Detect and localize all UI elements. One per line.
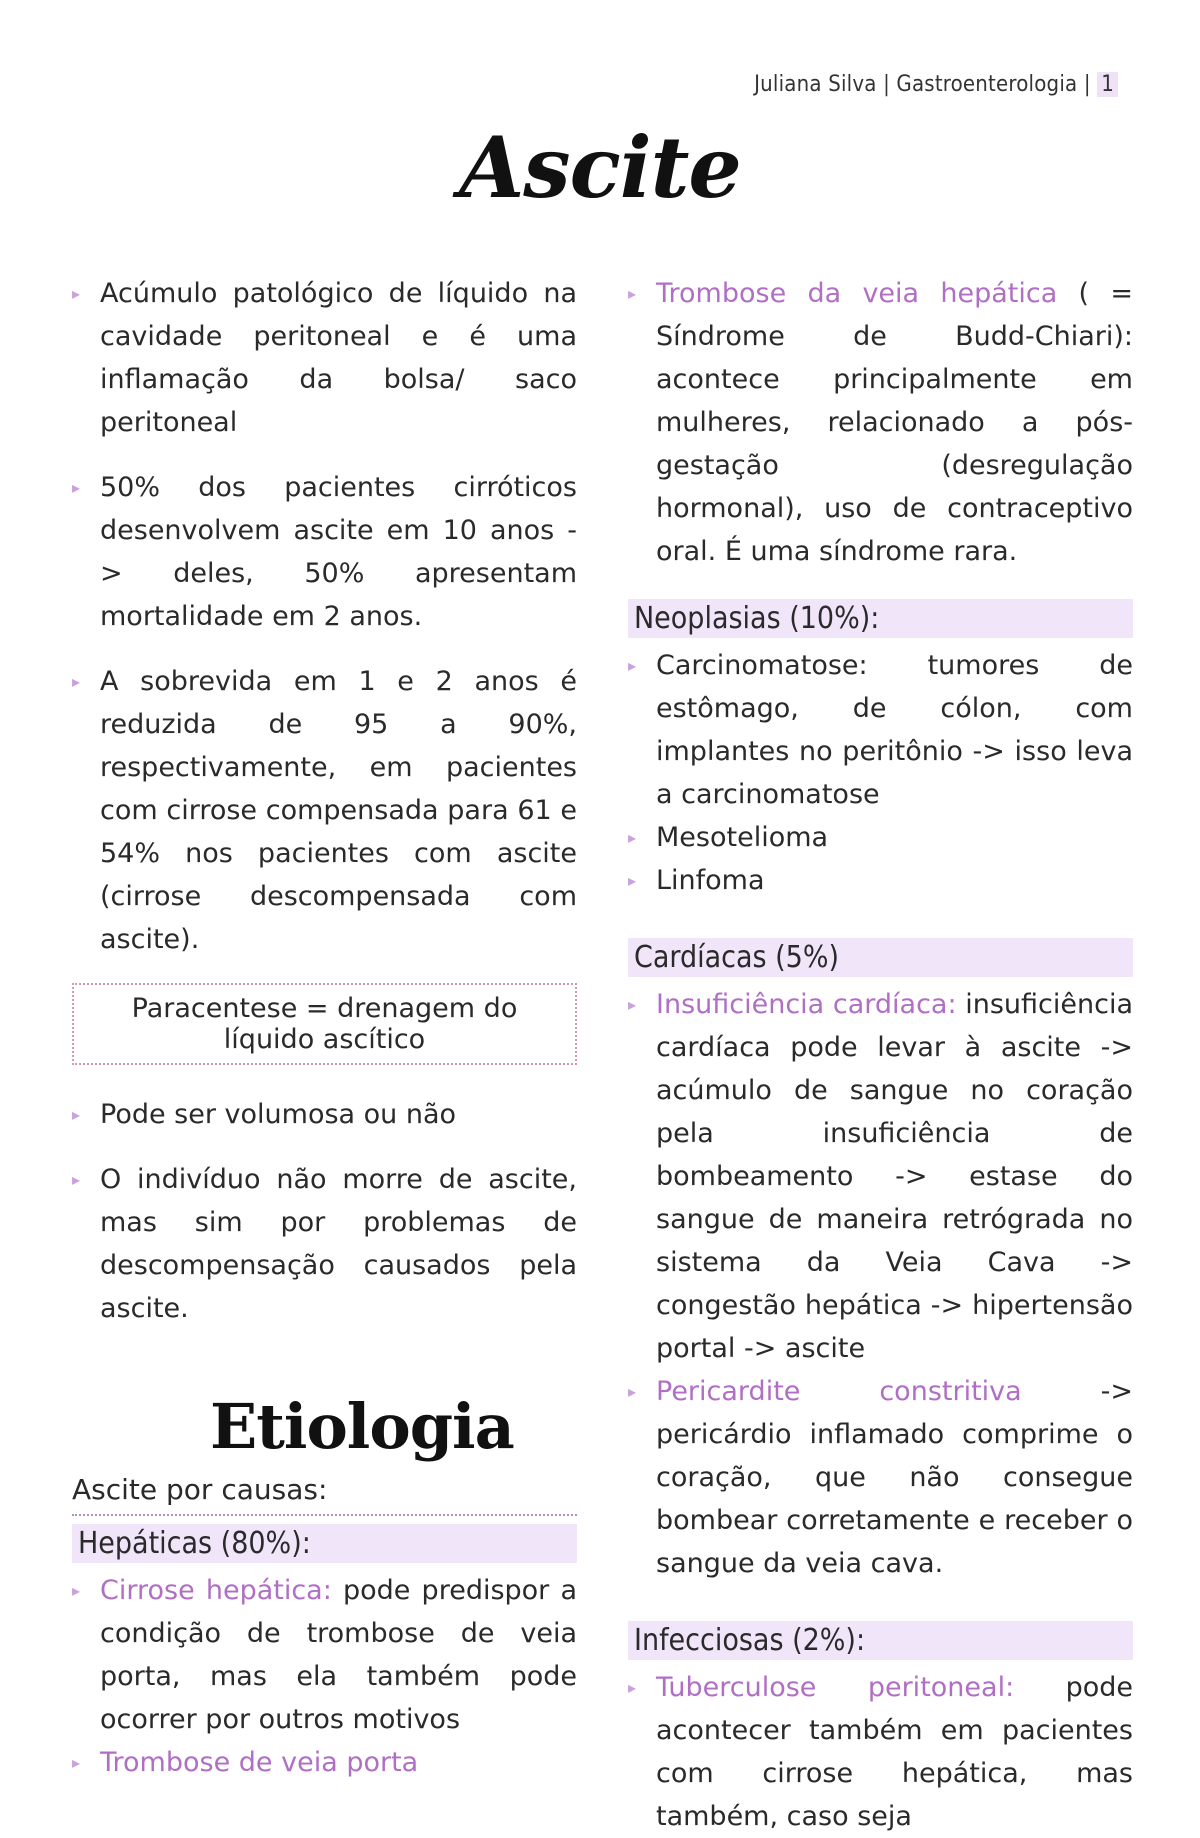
text-trombose-hepatica: ( = Síndrome de Budd-Chiari): acontece principalmente em mulheres, relacionado a pós-gestação (desregulação hormonal), uso de contraceptivo oral. É uma síndrome rara. (656, 278, 1133, 567)
left-column (72, 272, 577, 1784)
etiologia-heading: Etiologia (210, 1390, 514, 1463)
item-carcinomatose: ▸ Carcinomatose: tumores de estômago, de cólon, com implantes no peritônio -> isso leva a carcinomatose (628, 644, 1133, 816)
term-cirrose: Cirrose hepática: (100, 1575, 332, 1606)
bullet-volume: ▸ Pode ser volumosa ou não (72, 1093, 577, 1136)
text-tuberculose: pode acontecer também em pacientes com cirrose hepática, mas também, caso seja (656, 1672, 1133, 1832)
bullet-survival: ▸ A sobrevida em 1 e 2 anos é reduzida de 95 a 90%, respectivamente, em pacientes com cirrose compensada para 61 e 54% nos pacientes com ascite (cirrose descompensada com ascite). (72, 660, 577, 961)
page-header (754, 72, 1118, 97)
causes-label: Ascite por causas: (72, 1473, 577, 1516)
item-tuberculose (628, 1666, 1133, 1838)
term-insuficiencia: Insuficiência cardíaca: (656, 989, 957, 1020)
text-insuficiencia: insuficiência cardíaca pode levar à ascite -> acúmulo de sangue no coração pela insuficiência de bombeamento -> estase do sangue de maneira retrógrada no sistema da Veia Cava -> congestão hepática -> hipertensão portal -> ascite (656, 989, 1133, 1364)
bullet-mortality: ▸ O indivíduo não morre de ascite, mas sim por problemas de descompensação causados pela ascite. (72, 1158, 577, 1330)
term-trombose-hepatica: Trombose da veia hepática (656, 278, 1058, 309)
page-title: Ascite (459, 118, 741, 217)
page-number: 1 (1097, 72, 1118, 97)
bullet-cirrhotic-stat: ▸ 50% dos pacientes cirróticos desenvolvem ascite em 10 anos -> deles, 50% apresentam mortalidade em 2 anos. (72, 466, 577, 638)
item-cirrose (72, 1569, 577, 1741)
item-linfoma: ▸ Linfoma (628, 859, 1133, 902)
bullet-definition: ▸ Acúmulo patológico de líquido na cavidade peritoneal e é uma inflamação da bolsa/ saco peritoneal (72, 272, 577, 444)
section-cardiacas: Cardíacas (5%) (628, 938, 1133, 977)
header-author: Juliana Silva | Gastroenterologia | (754, 72, 1091, 97)
item-mesotelioma: ▸ Mesotelioma (628, 816, 1133, 859)
term-trombose-porta: Trombose de veia porta (100, 1747, 419, 1778)
text-pericardite: -> pericárdio inflamado comprime o coração, que não consegue bombear corretamente e receber o sangue da veia cava. (656, 1376, 1134, 1579)
item-trombose-hepatica (628, 272, 1133, 573)
section-hepaticas: Hepáticas (80%): (72, 1524, 577, 1563)
item-pericardite (628, 1370, 1133, 1585)
term-tuberculose: Tuberculose peritoneal: (656, 1672, 1015, 1703)
right-column (628, 272, 1133, 1838)
term-pericardite: Pericardite constritiva (656, 1376, 1022, 1407)
text-cirrose: pode predispor a condição de trombose de veia porta, mas ela também pode ocorrer por outros motivos (100, 1575, 577, 1735)
section-infecciosas: Infecciosas (2%): (628, 1621, 1133, 1660)
section-neoplasias: Neoplasias (10%): (628, 599, 1133, 638)
paracentese-box: Paracentese = drenagem do líquido ascítico (72, 983, 577, 1065)
item-insuficiencia (628, 983, 1133, 1370)
item-trombose-porta (72, 1741, 577, 1784)
